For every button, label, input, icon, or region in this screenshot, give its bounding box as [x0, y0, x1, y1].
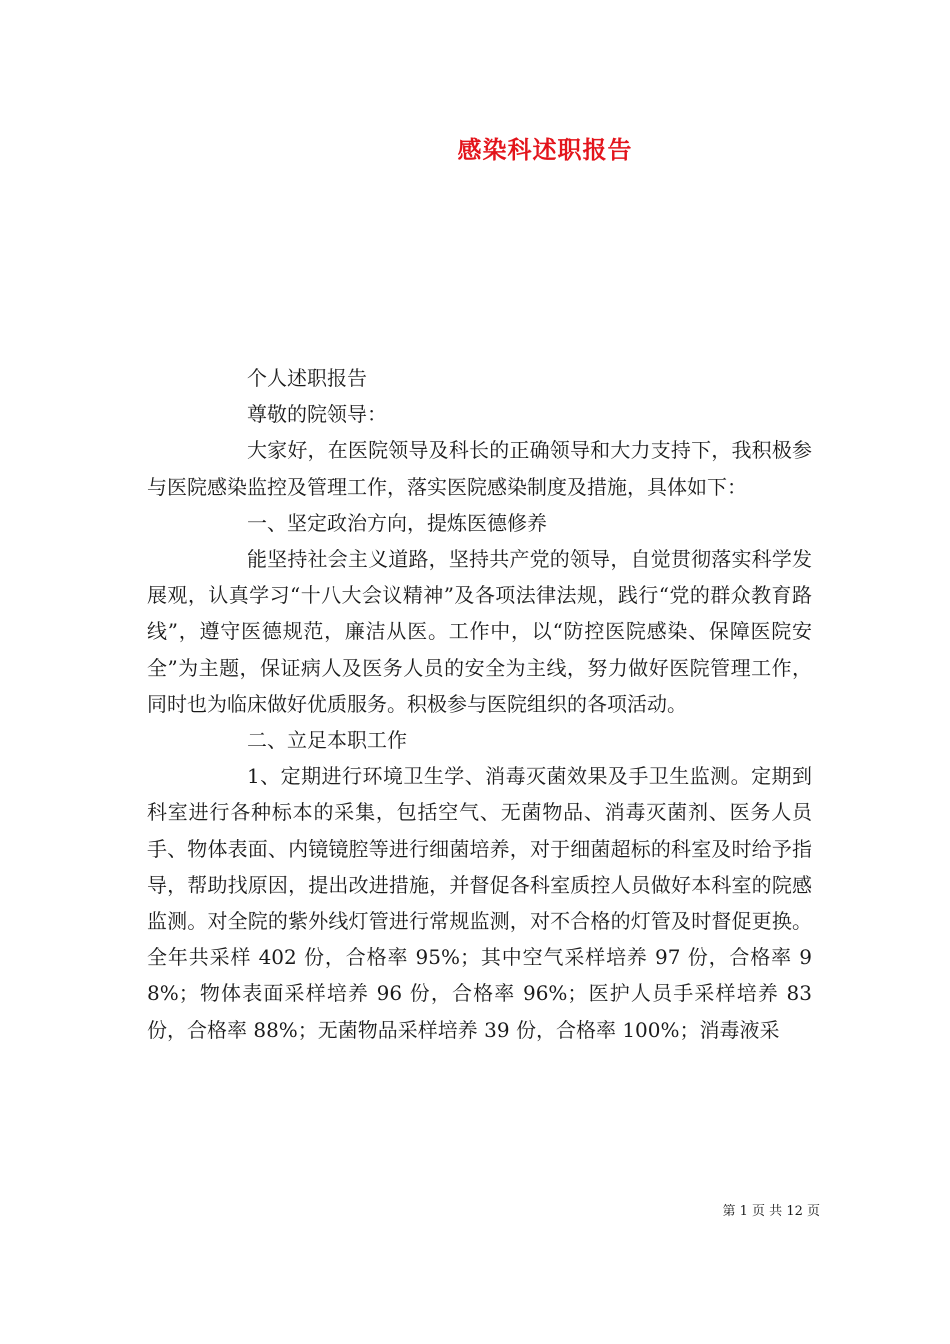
paragraph-salutation: 尊敬的院领导： [247, 402, 387, 427]
document-title: 感染科述职报告 [457, 135, 633, 164]
paragraph-heading: 个人述职报告 [247, 366, 367, 390]
paragraph-section-2-item-1: 1、定期进行环境卫生学、消毒灭菌效果及手卫生监测。定期到科室进行各种标本的采集，包括空气、无菌物品、消毒灭菌剂、医务人员手、物体表面、内镜镜腔等进行细菌培养，对于细菌超标的科室及时给予指导，帮助找原因，提出改进措施，并督促各科室质控人员做好本科室的院感监测。对全院的紫外线灯管进行常规监测，对不合格的灯管及时督促更换。全年共采样 402 份，合格率 95%；其中空气采样培养 97 份，合格率 98%；物体表面采样培养 96 份，合格率 96%；医护人员手采样培养 83 份，合格率 88%；无菌物品采样培养 39 份，合格率 100%；消毒液采 [147, 764, 812, 1042]
page-footer: 第 1 页 共 12 页 [722, 1204, 820, 1219]
document-body [147, 360, 812, 1048]
section-heading-2: 二、立足本职工作 [247, 728, 407, 753]
paragraph-intro: 大家好，在医院领导及科长的正确领导和大力支持下，我积极参与医院感染监控及管理工作，落实医院感染制度及措施，具体如下： [147, 438, 812, 499]
paragraph-section-1: 能坚持社会主义道路，坚持共产党的领导，自觉贯彻落实科学发展观，认真学习“十八大会议精神”及各项法律法规，践行“党的群众教育路线”，遵守医德规范，廉洁从医。工作中，以“防控医院感染、保障医院安全”为主题，保证病人及医务人员的安全为主线，努力做好医院管理工作，同时也为临床做好优质服务。积极参与医院组织的各项活动。 [147, 547, 812, 716]
section-heading-1: 一、坚定政治方向，提炼医德修养 [247, 510, 547, 535]
